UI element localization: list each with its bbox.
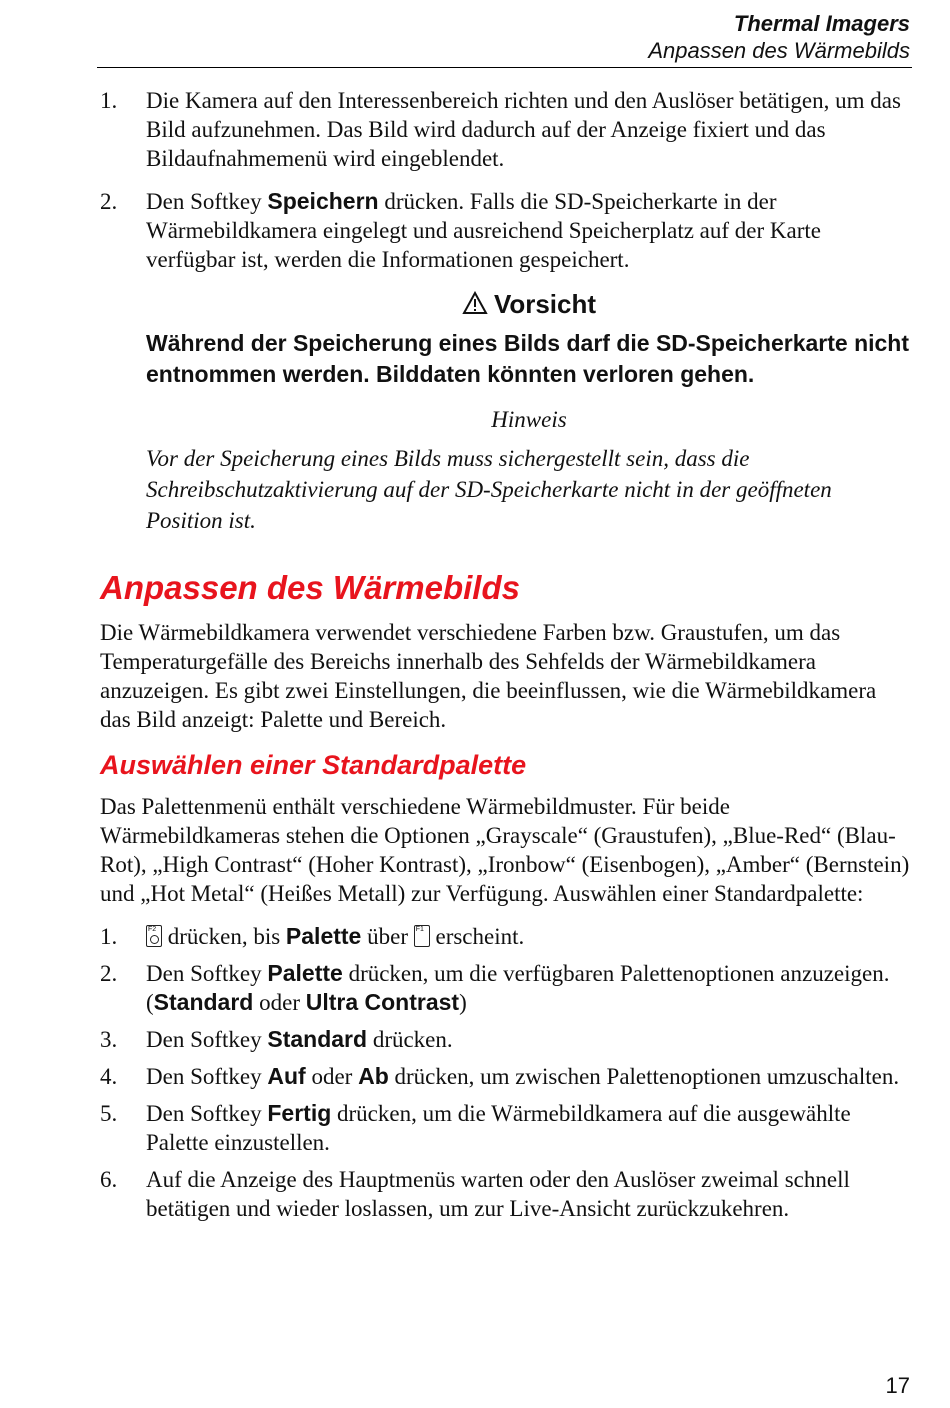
caution-title: Vorsicht — [493, 289, 597, 319]
list-item — [100, 1062, 912, 1091]
softkey-label: Ultra Contrast — [305, 989, 460, 1015]
list-text: Auf die Anzeige des Hauptmenüs warten oder den Auslöser zweimal schnell betätigen und wieder loslassen, um zur Live-Ansicht zurückzukehren. — [146, 1167, 850, 1221]
list-text: drücken, bis — [162, 924, 286, 949]
softkey-label: Standard — [267, 1026, 368, 1052]
softkey-label: Speichern — [267, 188, 379, 214]
list-text: drücken. — [367, 1027, 453, 1052]
running-header — [648, 10, 910, 64]
softkey-label: Auf — [267, 1063, 306, 1089]
list-number: 5. — [100, 1101, 118, 1126]
key-label: F2 — [148, 926, 157, 933]
palette-steps-list — [100, 922, 912, 1223]
subsection-paragraph: Das Palettenmenü enthält verschiedene Wärmebildmuster. Für beide Wärmebildkameras stehen die Optionen „Grayscale“ (Graustufen), „Blue-Red“ (Blau-Rot), „High Contrast“ (Hoher Kontrast), „Ironbow“ (Eisenbogen), „Amber“ (Bernstein) und „Hot Metal“ (Heißes Metall) zur Verfügung. Auswählen einer Standardpalette: — [100, 794, 910, 906]
list-number: 1. — [100, 88, 118, 113]
list-text: Den Softkey — [146, 1064, 268, 1089]
list-text: über — [361, 924, 414, 949]
list-item — [100, 1025, 912, 1054]
header-rule — [97, 67, 912, 68]
list-item — [100, 187, 912, 274]
key-label: F1 — [415, 926, 424, 933]
caution-text: Während der Speicherung eines Bilds darf die SD-Speicherkarte nicht entnommen werden. Bilddaten könnten verloren gehen. — [146, 330, 910, 387]
page-content — [100, 86, 912, 1231]
list-text: oder — [305, 1064, 359, 1089]
header-subtitle: Anpassen des Wärmebilds — [648, 38, 910, 63]
softkey-label: Palette — [267, 960, 343, 986]
save-steps-list — [100, 86, 912, 274]
list-number: 3. — [100, 1027, 118, 1052]
list-item — [100, 959, 912, 1017]
list-text: oder — [253, 990, 306, 1015]
list-item — [100, 1165, 912, 1223]
list-text: Den Softkey — [146, 961, 268, 986]
subsection-heading: Auswählen einer Standardpalette — [100, 750, 527, 780]
list-item — [100, 86, 912, 173]
list-number: 4. — [100, 1064, 118, 1089]
note-heading: Hinweis — [491, 407, 567, 432]
list-text: ) — [459, 990, 467, 1015]
list-text: Den Softkey — [146, 189, 268, 214]
list-text: drücken. Falls die SD-Speicherkarte in der Wärmebildkamera eingelegt und ausreichend Speicherplatz auf der Karte verfügbar ist, werden die Informationen gespeichert. — [146, 189, 821, 272]
f2-key-icon — [146, 925, 162, 947]
section-paragraph: Die Wärmebildkamera verwendet verschiedene Farben bzw. Graustufen, um das Temperaturgefälle des Bereichs innerhalb des Sehfelds der Wärmebildkamera anzuzeigen. Es gibt zwei Einstellungen, die beeinflussen, wie die Wärmebildkamera das Bild anzeigt: Palette und Bereich. — [100, 620, 877, 732]
softkey-label: Ab — [358, 1063, 389, 1089]
list-text: drücken, um zwischen Palettenoptionen umzuschalten. — [388, 1064, 900, 1089]
list-text: erscheint. — [429, 924, 525, 949]
section-heading: Anpassen des Wärmebilds — [100, 569, 520, 606]
list-text: drücken, um die verfügbaren Palettenoptionen anzuzeigen. ( — [146, 961, 890, 1015]
softkey-label: Fertig — [267, 1100, 332, 1126]
list-number: 1. — [100, 924, 118, 949]
warning-triangle-icon — [462, 291, 488, 315]
softkey-label: Standard — [153, 989, 254, 1015]
note-text: Vor der Speicherung eines Bilds muss sichergestellt sein, dass die Schreibschutzaktivierung auf der SD-Speicherkarte nicht in der geöffneten Position ist. — [146, 446, 832, 533]
list-text: Den Softkey — [146, 1101, 268, 1126]
list-number: 2. — [100, 961, 118, 986]
list-text: Die Kamera auf den Interessenbereich richten und den Auslöser betätigen, um das Bild aufzunehmen. Das Bild wird dadurch auf der Anzeige fixiert und das Bildaufnahmemenü wird eingeblendet. — [146, 88, 901, 171]
list-text: Den Softkey — [146, 1027, 268, 1052]
list-number: 6. — [100, 1167, 118, 1192]
header-title: Thermal Imagers — [733, 11, 910, 36]
softkey-label: Palette — [285, 923, 362, 949]
list-text: drücken, um die Wärmebildkamera auf die ausgewählte Palette einzustellen. — [146, 1101, 851, 1155]
list-item — [100, 922, 912, 951]
list-number: 2. — [100, 189, 118, 214]
f1-key-icon — [414, 925, 430, 947]
list-item — [100, 1099, 912, 1157]
page-number: 17 — [885, 1373, 910, 1398]
caution-heading — [146, 288, 912, 320]
